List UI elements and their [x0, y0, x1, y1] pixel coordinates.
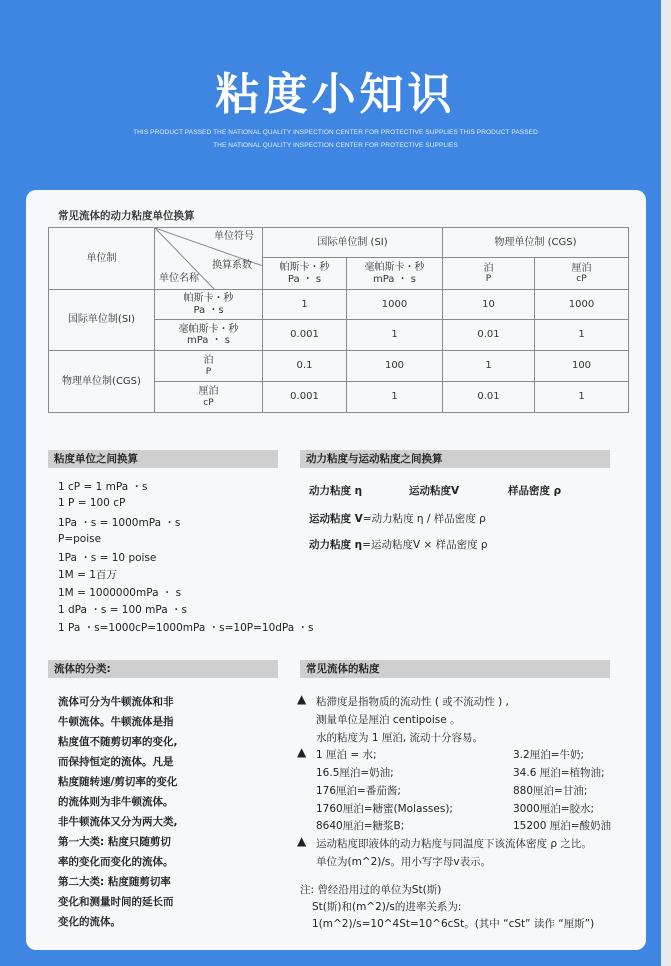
- viscosity-item: 34.6 厘泊=植物油;: [513, 767, 605, 779]
- conversions-heading: 粘度单位之间换算: [48, 450, 278, 468]
- corner-cell: [155, 228, 263, 290]
- formula-kinematic: 运动粘度 V=动力粘度 η / 样品密度 ρ: [309, 513, 486, 525]
- common-p3b: 单位为(m^2)/s。用小写字母v表示。: [316, 856, 492, 868]
- header-subtitle-line-1: THIS PRODUCT PASSED THE NATIONAL QUALITY INSPECTION CENTER FOR PROTECTIVE SUPPLIES THIS PRODUCT PASSED: [133, 129, 538, 136]
- classification-line: 粘度值不随剪切率的变化,: [58, 736, 178, 748]
- cgs-header: 物理单位制 (CGS): [443, 228, 629, 258]
- common-viscosity-heading: 常见流体的粘度: [300, 660, 610, 678]
- classification-line: 第二大类: 粘度随剪切率: [58, 876, 171, 888]
- corner-factor-label: 换算系数: [212, 260, 252, 271]
- classification-line: 流体可分为牛顿流体和非: [58, 696, 174, 708]
- viscosity-item: 1760厘泊=糖蜜(Molasses);: [316, 803, 453, 815]
- col-header-mpas: 毫帕斯卡・秒 mPa ・ s: [347, 258, 443, 290]
- table-cell: 1000: [535, 290, 629, 320]
- conversion-line: 1Pa ・s = 10 poise: [58, 552, 157, 564]
- conversion-line: 1 P = 100 cP: [58, 497, 126, 509]
- viscosity-item: 176厘泊=番茄酱;: [316, 785, 401, 797]
- classification-line: 第一大类: 粘度只随剪切: [58, 836, 171, 848]
- viscosity-item: 1 厘泊 = 水;: [316, 749, 377, 761]
- table-cell: 100: [535, 351, 629, 382]
- classification-line: 非牛顿流体又分为两大类,: [58, 816, 178, 828]
- common-p1: 粘滞度是指物质的流动性 ( 或不流动性 ) ,: [316, 696, 509, 708]
- table-cell: 1: [347, 382, 443, 413]
- unit-system-header: 单位制: [49, 228, 155, 290]
- table-cell: 1: [535, 320, 629, 351]
- row-label: 泊 P: [155, 351, 263, 382]
- conversion-line: 1M = 1000000mPa ・ s: [58, 587, 182, 599]
- corner-symbol-label: 单位符号: [214, 231, 254, 242]
- viscosity-item: 3.2厘泊=牛奶;: [513, 749, 585, 761]
- formula-dynamic: 动力粘度 η=运动粘度V × 样品密度 ρ: [309, 539, 488, 551]
- triangle-bullet-icon: ▲: [297, 834, 307, 848]
- conversion-line: 1 Pa ・s=1000cP=1000mPa ・s=10P=10dPa ・s: [58, 622, 314, 634]
- note-line-1: 注: 曾经沿用过的单位为St(斯): [300, 884, 442, 896]
- common-p1b: 测量单位是厘泊 centipoise 。: [316, 714, 461, 726]
- table-title: 常见流体的动力粘度单位换算: [58, 210, 195, 222]
- table-cell: 0.1: [263, 351, 347, 382]
- classification-line: 粘度随转速/剪切率的变化: [58, 776, 178, 788]
- table-cell: 0.001: [263, 320, 347, 351]
- col-header-pas: 帕斯卡・秒 Pa ・ s: [263, 258, 347, 290]
- kinematic-viscosity-term: 运动粘度V: [409, 485, 460, 497]
- table-cell: 0.001: [263, 382, 347, 413]
- corner-name-label: 单位名称: [159, 273, 199, 284]
- row-label: 毫帕斯卡・秒 mPa ・ s: [155, 320, 263, 351]
- table-cell: 1000: [347, 290, 443, 320]
- conversion-line: 1 dPa ・s = 100 mPa ・s: [58, 604, 187, 616]
- viscosity-item: 16.5厘泊=奶油;: [316, 767, 394, 779]
- unit-conversion-table: [48, 227, 629, 413]
- common-p3: 运动粘度即液体的动力粘度与同温度下该流体密度 ρ 之比。: [316, 838, 592, 850]
- col-header-p: 泊 P: [443, 258, 535, 290]
- table-cell: 10: [443, 290, 535, 320]
- table-cell: 1: [263, 290, 347, 320]
- conversion-line: 1M = 1百万: [58, 569, 117, 581]
- density-term: 样品密度 ρ: [508, 485, 562, 497]
- table-cell: 0.01: [443, 320, 535, 351]
- viscosity-item: 3000厘泊=胶水;: [513, 803, 595, 815]
- note-line-3: 1(m^2)/s=10^4St=10^6cSt。(其中 “cSt” 读作 “厘斯”): [312, 918, 595, 930]
- viscosity-item: 880厘泊=甘油;: [513, 785, 588, 797]
- classification-line: 牛顿流体。牛顿流体是指: [58, 716, 174, 728]
- header-subtitle-line-2: THE NATIONAL QUALITY INSPECTION CENTER FOR PROTECTIVE SUPPLIES: [213, 142, 458, 149]
- triangle-bullet-icon: ▲: [297, 745, 307, 759]
- table-cell: 1: [443, 351, 535, 382]
- table-cell: 0.01: [443, 382, 535, 413]
- row-label: 厘泊 cP: [155, 382, 263, 413]
- table-cell: 100: [347, 351, 443, 382]
- si-header: 国际单位制 (SI): [263, 228, 443, 258]
- classification-line: 而保持恒定的流体。凡是: [58, 756, 174, 768]
- common-p1c: 水的粘度为 1 厘泊, 流动十分容易。: [316, 732, 484, 744]
- viscosity-item: 8640厘泊=糖浆B;: [316, 820, 405, 832]
- conversion-line: P=poise: [58, 533, 102, 545]
- group-si: 国际单位制(SI): [49, 290, 155, 351]
- row-label: 帕斯卡・秒 Pa ・s: [155, 290, 263, 320]
- classification-heading: 流体的分类:: [48, 660, 278, 678]
- note-line-2: St(斯)和(m^2)/s的进率关系为:: [312, 901, 462, 913]
- dyn-kin-heading: 动力粘度与运动粘度之间换算: [300, 450, 610, 468]
- conversion-line: 1Pa ・s = 1000mPa ・s: [58, 517, 181, 529]
- classification-line: 变化的流体。: [58, 916, 121, 928]
- dynamic-viscosity-term: 动力粘度 η: [309, 485, 363, 497]
- classification-line: 率的变化而变化的流体。: [58, 856, 174, 868]
- classification-line: 变化和测量时间的延长而: [58, 896, 174, 908]
- group-cgs: 物理单位制(CGS): [49, 351, 155, 413]
- table-cell: 1: [347, 320, 443, 351]
- viscosity-item: 15200 厘泊=酸奶油: [513, 820, 612, 832]
- col-header-cp: 厘泊 cP: [535, 258, 629, 290]
- page-title: 粘度小知识: [215, 69, 456, 120]
- table-cell: 1: [535, 382, 629, 413]
- conversion-line: 1 cP = 1 mPa ・s: [58, 481, 148, 493]
- triangle-bullet-icon: ▲: [297, 692, 307, 706]
- classification-line: 的流体则为非牛顿流体。: [58, 796, 174, 808]
